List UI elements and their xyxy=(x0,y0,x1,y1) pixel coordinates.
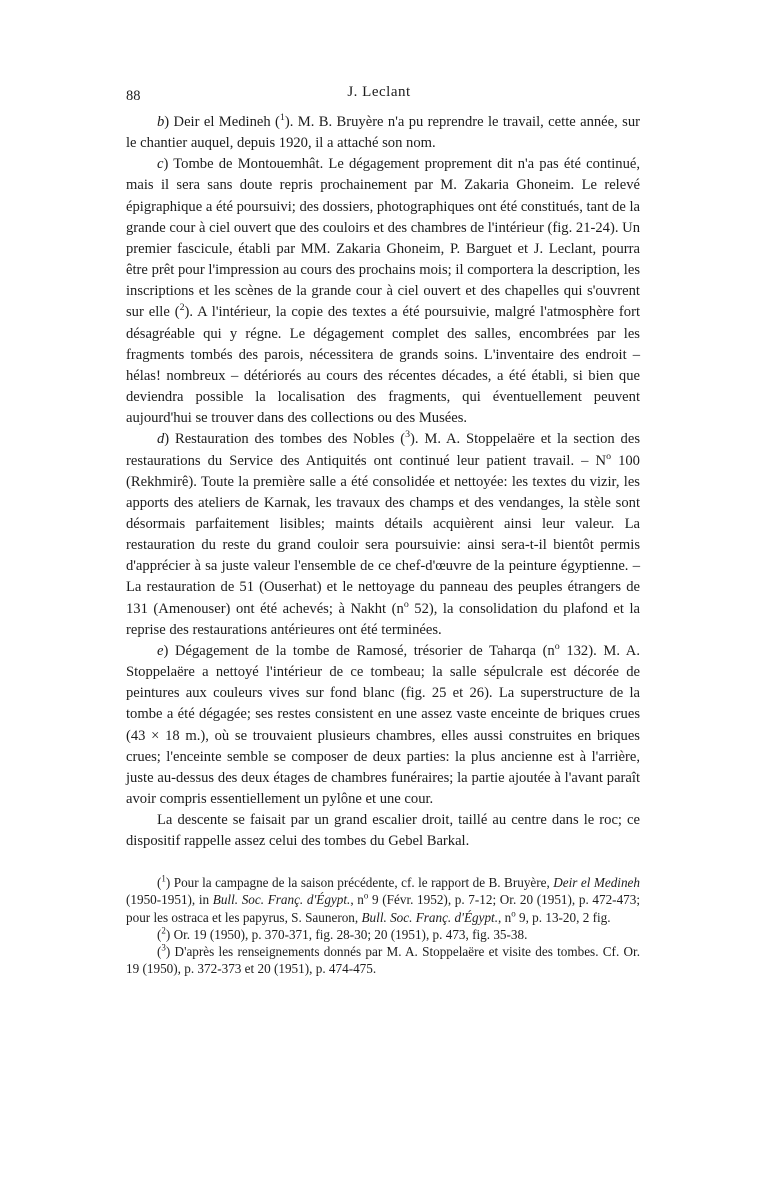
paragraph-descente: La descente se faisait par un grand escalier droit, taillé au centre dans le roc; ce dispositif rappelle assez celui des tombes du Gebel Barkal. xyxy=(126,812,640,850)
footnote-3: ($^3$) D'après les renseignements donnés par M. A. Stoppelaëre et visite des tombes. Cf. Or. 19 (1950), p. 372-373 et 20 (1951), p. 474-475. xyxy=(126,942,640,977)
footnote-2: ($^2$) Or. 19 (1950), p. 370-371, fig. 28-30; 20 (1951), p. 473, fig. 35-38. xyxy=(157,925,528,942)
body-text xyxy=(126,112,640,852)
footnotes xyxy=(126,874,640,978)
paragraph-e-tombe-ramose: e) Dégagement de la tombe de Ramosé, trésorier de Taharqa ($n^o$ 132). M. A. Stoppelaëre a nettoyé l'intérieur de ce tombeau; la salle sépulcrale est décorée de peintures aux couleurs vives sur fond blanc (fig. 25 et 26). La superstructure de la tombe a été dégagée; ses restes consistent en une assez vaste enceinte de briques crues (43 × 18 m.), où se trouvaient plusieurs chambres, elles aussi construites en briques crues; l'enceinte semble se composer de deux parties: la plus ancienne est à l'arrière, juste au-dessus des deux étages de chambres funéraires; la partie ajoutée à l'avant paraît avoir compris essentiellement un pylône et une cour. xyxy=(126,641,640,807)
running-head: J. Leclant xyxy=(347,84,411,100)
paragraph-d-restauration-nobles: d) Restauration des tombes des Nobles ($^3$). M. A. Stoppelaëre et la section des restaurations du Service des Antiquités ont continué leur patient travail. – $N^o$ 100 (Rekhmirê). Toute la première salle a été consolidée et nettoyée: les textes du vizir, les apports des ateliers de Karnak, les travaux des champs et des vendanges, la stèle sont désormais parfaitement lisibles; maints détails acquièrent ainsi leur valeur. La restauration du reste du grand couloir sera poursuivie: ainsi sera-t-il bientôt permis d'apprécier à sa juste valeur l'ensemble de ce chef-d'œuvre de la peinture égyptienne. – La restauration de 51 (Ouserhat) et le nettoyage du panneau des peuples étrangers de 131 (Amenouser) ont été achevés; à Nakht ($n^o$ 52), la consolidation du plafond et la reprise des restaurations antérieures ont été terminées. xyxy=(126,429,640,638)
footnote-1: ($^1$) Pour la campagne de la saison précédente, cf. le rapport de B. Bruyère, Deir el Medineh (1950-1951), in Bull. Soc. Franç. d'Égypt., $n^o$ 9 (Févr. 1952), p. 7-12; Or. 20 (1951), p. 472-473; pour les ostraca et les papyrus, S. Sauneron, Bull. Soc. Franç. d'Égypt., $n^o$ 9, p. 13-20, 2 fig. xyxy=(126,873,641,925)
paragraph-b-deir-el-medineh: b) Deir el Medineh ($^1$). M. B. Bruyère n'a pu reprendre le travail, cette année, sur le chantier auquel, depuis 1920, il a attaché son nom. xyxy=(126,112,641,152)
page-number: 88 xyxy=(126,88,141,104)
paragraph-c-tombe-montouemhat: c) Tombe de Montouemhât. Le dégagement proprement dit n'a pas été continué, mais il sera sans doute repris prochainement par M. Zakaria Ghoneim. Le relevé épigraphique a été poursuivi; des dossiers, photographiques ont été constitués, tant de la grande cour à ciel ouvert que des couloirs et des chambres de l'intérieur (fig. 21-24). Un premier fascicule, établi par MM. Zakaria Ghoneim, P. Barguet et J. Leclant, pourra être prêt pour l'impression au cours des prochains mois; il comportera la description, les inscriptions et les scènes de la grande cour à ciel ouvert et des chapelles qui s'ouvrent sur elle ($^2$). A l'intérieur, la copie des textes a été poursuivie, malgré l'atmosphère fort désagréable qui y régne. Le dégagement complet des salles, encombrées par les fragments tombés des parois, nécessitera de grands soins. L'inventaire des endroit – hélas! nombreux – détériorés au cours des récentes décades, a été établi, si bien que deviendra possible la localisation des fragments, qui éventuellement peuvent aujourd'hui se trouver dans des collections ou des Musées. xyxy=(126,156,640,427)
